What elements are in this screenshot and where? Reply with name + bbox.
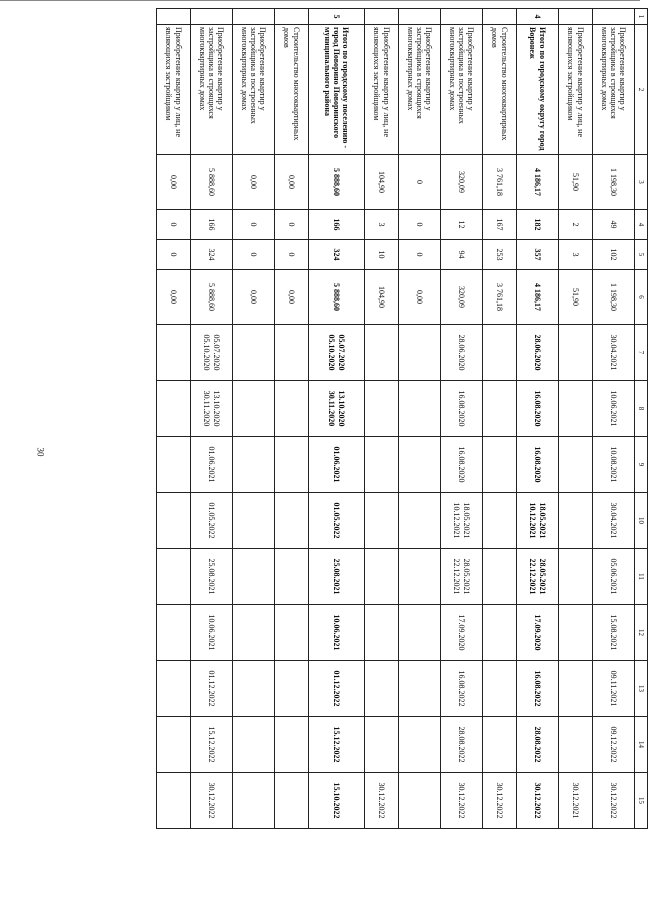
table-cell — [399, 549, 441, 605]
table-cell — [399, 381, 441, 437]
table-cell: 3 — [559, 240, 593, 270]
table-cell — [233, 773, 275, 829]
table-cell: 01.06.2021 — [191, 437, 233, 493]
row-label-cell: Приобретение квартир у застройщика в строящихся многоквартирных домах — [191, 25, 233, 155]
table-cell: 0,00 — [233, 155, 275, 210]
table-cell — [483, 381, 517, 437]
table-cell: 3 — [365, 210, 399, 240]
table-cell — [233, 605, 275, 661]
table-cell — [233, 549, 275, 605]
table-cell — [275, 493, 309, 549]
row-label-cell: Строительство многоквартирных домов — [275, 25, 309, 155]
table-cell: 182 — [517, 210, 559, 240]
column-header: 5 — [635, 240, 648, 270]
table-cell — [233, 9, 275, 25]
table-header-row — [635, 9, 648, 829]
table-cell: 102 — [593, 240, 635, 270]
column-header: 2 — [635, 25, 648, 155]
table-row — [309, 9, 365, 829]
column-header: 9 — [635, 437, 648, 493]
table-cell: 28.08.2022 — [517, 717, 559, 773]
table-cell: 0 — [233, 210, 275, 240]
column-header: 10 — [635, 493, 648, 549]
table-cell: 30.12.2022 — [441, 773, 483, 829]
table-cell: 30.12.2022 — [517, 773, 559, 829]
table-cell: 5 888,60 — [191, 270, 233, 325]
table-cell: 28.05.2021 22.12.2021 — [517, 549, 559, 605]
table-cell: 4 — [517, 9, 559, 25]
table-cell: 10.06.2021 — [191, 605, 233, 661]
table-cell — [483, 661, 517, 717]
table-cell: 0 — [157, 240, 191, 270]
table-cell: 357 — [517, 240, 559, 270]
table-cell: 01.05.2022 — [191, 493, 233, 549]
table-cell: 0,00 — [233, 270, 275, 325]
table-cell: 0,00 — [275, 270, 309, 325]
table-cell: 0,00 — [275, 155, 309, 210]
data-table — [156, 8, 648, 829]
table-cell: 16.08.2020 — [517, 437, 559, 493]
table-cell — [233, 661, 275, 717]
table-cell: 16.08.2020 — [517, 381, 559, 437]
table-cell: 324 — [191, 240, 233, 270]
table-cell — [483, 437, 517, 493]
table-cell: 0,00 — [157, 155, 191, 210]
table-cell — [157, 605, 191, 661]
table-cell — [399, 661, 441, 717]
table-cell — [365, 381, 399, 437]
table-cell — [157, 549, 191, 605]
table-cell: 30.12.2022 — [191, 773, 233, 829]
column-header: 7 — [635, 325, 648, 381]
table-cell: 0,00 — [399, 270, 441, 325]
table-cell: 16.08.2020 — [441, 437, 483, 493]
table-cell: 09.11.2021 — [593, 661, 635, 717]
table-cell: 25.08.2021 — [191, 549, 233, 605]
table-row — [157, 9, 191, 829]
table-cell — [275, 325, 309, 381]
table-cell: 5 — [309, 9, 365, 25]
table-cell — [441, 9, 483, 25]
row-label-cell: Приобретение квартир у застройщика в построенных многоквартирных домах — [233, 25, 275, 155]
table-cell: 01.12.2022 — [309, 661, 365, 717]
table-cell: 0 — [399, 240, 441, 270]
table-cell: 05.07.2020 05.10.2020 — [191, 325, 233, 381]
table-cell — [365, 437, 399, 493]
column-header: 3 — [635, 155, 648, 210]
column-header: 15 — [635, 773, 648, 829]
table-cell: 05.06.2021 — [593, 549, 635, 605]
table-cell: 0 — [399, 210, 441, 240]
table-cell — [399, 325, 441, 381]
table-cell: 51,90 — [559, 155, 593, 210]
table-cell: 28.05.2021 22.12.2021 — [441, 549, 483, 605]
table-cell — [157, 9, 191, 25]
table-cell: 3 761,18 — [483, 270, 517, 325]
table-cell: 17.09.2020 — [517, 605, 559, 661]
table-cell — [233, 325, 275, 381]
table-cell: 09.12.2022 — [593, 717, 635, 773]
table-cell: 166 — [191, 210, 233, 240]
table-cell — [559, 437, 593, 493]
table-cell — [399, 437, 441, 493]
table-row — [191, 9, 233, 829]
table-cell: 13.10.2020 30.11.2020 — [191, 381, 233, 437]
table-cell — [157, 381, 191, 437]
table-cell: 01.06.2021 — [309, 437, 365, 493]
table-cell — [275, 717, 309, 773]
table-cell — [233, 493, 275, 549]
table-cell — [483, 493, 517, 549]
table-row — [483, 9, 517, 829]
table-row — [365, 9, 399, 829]
table-cell — [399, 605, 441, 661]
column-header: 1 — [635, 9, 648, 25]
table-cell — [233, 437, 275, 493]
table-cell — [483, 717, 517, 773]
table-cell: 3 761,18 — [483, 155, 517, 210]
top-edge-line — [0, 0, 640, 1]
table-cell — [483, 549, 517, 605]
row-label-cell: Приобретение квартир у лиц, не являющихся застройщиком — [365, 25, 399, 155]
table-cell — [559, 325, 593, 381]
table-cell — [365, 325, 399, 381]
table-cell: 25.08.2021 — [309, 549, 365, 605]
table-cell — [483, 325, 517, 381]
row-label-cell: Приобретение квартир у застройщика в строящихся многоквартирных домах — [593, 25, 635, 155]
table-cell: 15.08.2021 — [593, 605, 635, 661]
table-cell — [157, 493, 191, 549]
table-cell — [399, 493, 441, 549]
table-row — [399, 9, 441, 829]
table-cell — [275, 661, 309, 717]
table-cell: 13.10.2020 30.11.2020 — [309, 381, 365, 437]
table-cell: 10 — [365, 240, 399, 270]
table-cell: 253 — [483, 240, 517, 270]
table-cell — [399, 9, 441, 25]
column-header: 14 — [635, 717, 648, 773]
table-cell — [559, 9, 593, 25]
table-cell: 18.05.2021 10.12.2021 — [517, 493, 559, 549]
table-cell: 30.12.2022 — [483, 773, 517, 829]
table-cell — [157, 661, 191, 717]
table-cell: 10.06.2021 — [309, 605, 365, 661]
table-cell — [233, 717, 275, 773]
table-cell — [365, 9, 399, 25]
table-cell — [157, 437, 191, 493]
page-number: 30 — [35, 447, 46, 457]
table-cell — [157, 773, 191, 829]
table-cell: 51,90 — [559, 270, 593, 325]
table-cell: 167 — [483, 210, 517, 240]
table-cell: 0 — [399, 155, 441, 210]
table-cell — [559, 661, 593, 717]
table-cell — [365, 605, 399, 661]
table-cell — [365, 661, 399, 717]
row-label-cell: Приобретение квартир у лиц, не являющихся застройщиком — [157, 25, 191, 155]
table-cell — [399, 717, 441, 773]
table-cell: 30.04.2021 — [593, 493, 635, 549]
table-row — [517, 9, 559, 829]
table-cell: 05.07.2020 05.10.2020 — [309, 325, 365, 381]
column-header: 4 — [635, 210, 648, 240]
table-cell: 49 — [593, 210, 635, 240]
table-cell: 4 186,17 — [517, 270, 559, 325]
table-cell: 0 — [233, 240, 275, 270]
table-cell: 2 — [559, 210, 593, 240]
table-cell: 01.05.2022 — [309, 493, 365, 549]
row-label-cell: Приобретение квартир у застройщика в строящихся многоквартирных домах — [399, 25, 441, 155]
table-cell: 28.08.2022 — [441, 717, 483, 773]
table-cell: 94 — [441, 240, 483, 270]
table-cell: 10.06.2021 — [593, 381, 635, 437]
table-cell: 15.12.2022 — [309, 717, 365, 773]
table-cell — [275, 437, 309, 493]
table-row — [233, 9, 275, 829]
table-cell: 28.06.2020 — [441, 325, 483, 381]
row-label-cell: Итого по городскому поселению - город Поворино Поворинского муниципального района — [309, 25, 365, 155]
table-row — [593, 9, 635, 829]
row-label-cell: Итого по городскому округу город Воронеж — [517, 25, 559, 155]
table-cell: 5 888,60 — [309, 155, 365, 210]
table-cell — [559, 493, 593, 549]
table-cell: 320,09 — [441, 270, 483, 325]
row-label-cell: Строительство многоквартирных домов — [483, 25, 517, 155]
table-cell: 17.09.2020 — [441, 605, 483, 661]
table-cell — [157, 717, 191, 773]
table-cell: 166 — [309, 210, 365, 240]
table-cell: 1 198,30 — [593, 155, 635, 210]
table-cell: 104,90 — [365, 270, 399, 325]
table-cell — [275, 605, 309, 661]
table-cell — [399, 773, 441, 829]
row-label-cell: Приобретение квартир у лиц, не являющихся застройщиком — [559, 25, 593, 155]
table-cell: 0 — [275, 240, 309, 270]
table-row — [559, 9, 593, 829]
table-cell — [483, 605, 517, 661]
column-header: 11 — [635, 549, 648, 605]
table-cell: 0,00 — [157, 270, 191, 325]
table-cell: 0 — [275, 210, 309, 240]
table-cell — [559, 605, 593, 661]
table-row — [275, 9, 309, 829]
table-cell: 16.08.2022 — [517, 661, 559, 717]
table-cell — [365, 493, 399, 549]
table-cell — [233, 381, 275, 437]
table-cell: 28.06.2020 — [517, 325, 559, 381]
table-cell — [559, 381, 593, 437]
table-cell — [559, 717, 593, 773]
row-label-cell: Приобретение квартир у застройщика в построенных многоквартирных домах — [441, 25, 483, 155]
table-cell: 12 — [441, 210, 483, 240]
table-cell: 16.08.2022 — [441, 661, 483, 717]
table-cell: 104,90 — [365, 155, 399, 210]
table-cell: 320,09 — [441, 155, 483, 210]
table-row — [441, 9, 483, 829]
table-cell: 5 888,60 — [309, 270, 365, 325]
table-cell — [365, 549, 399, 605]
table-cell: 16.08.2020 — [441, 381, 483, 437]
table-cell — [483, 9, 517, 25]
table-cell — [365, 717, 399, 773]
table-cell: 5 888,60 — [191, 155, 233, 210]
table-cell: 15.10.2022 — [309, 773, 365, 829]
table-cell — [275, 549, 309, 605]
column-header: 6 — [635, 270, 648, 325]
table-cell: 30.12.2022 — [593, 773, 635, 829]
table-cell — [275, 9, 309, 25]
table-cell: 324 — [309, 240, 365, 270]
table-cell: 15.12.2022 — [191, 717, 233, 773]
rotated-table-container — [88, 8, 648, 828]
table-cell: 10.08.2021 — [593, 437, 635, 493]
column-header: 13 — [635, 661, 648, 717]
table-cell — [157, 325, 191, 381]
table-cell: 30.12.2022 — [365, 773, 399, 829]
table-cell: 1 198,30 — [593, 270, 635, 325]
table-cell: 30.04.2021 — [593, 325, 635, 381]
table-cell: 18.05.2021 10.12.2021 — [441, 493, 483, 549]
table-cell — [275, 381, 309, 437]
table-cell — [593, 9, 635, 25]
table-cell: 01.12.2022 — [191, 661, 233, 717]
column-header: 8 — [635, 381, 648, 437]
column-header: 12 — [635, 605, 648, 661]
table-cell — [191, 9, 233, 25]
table-cell: 30.12.2021 — [559, 773, 593, 829]
table-cell: 4 186,17 — [517, 155, 559, 210]
table-cell — [275, 773, 309, 829]
table-cell: 0 — [157, 210, 191, 240]
table-cell — [559, 549, 593, 605]
